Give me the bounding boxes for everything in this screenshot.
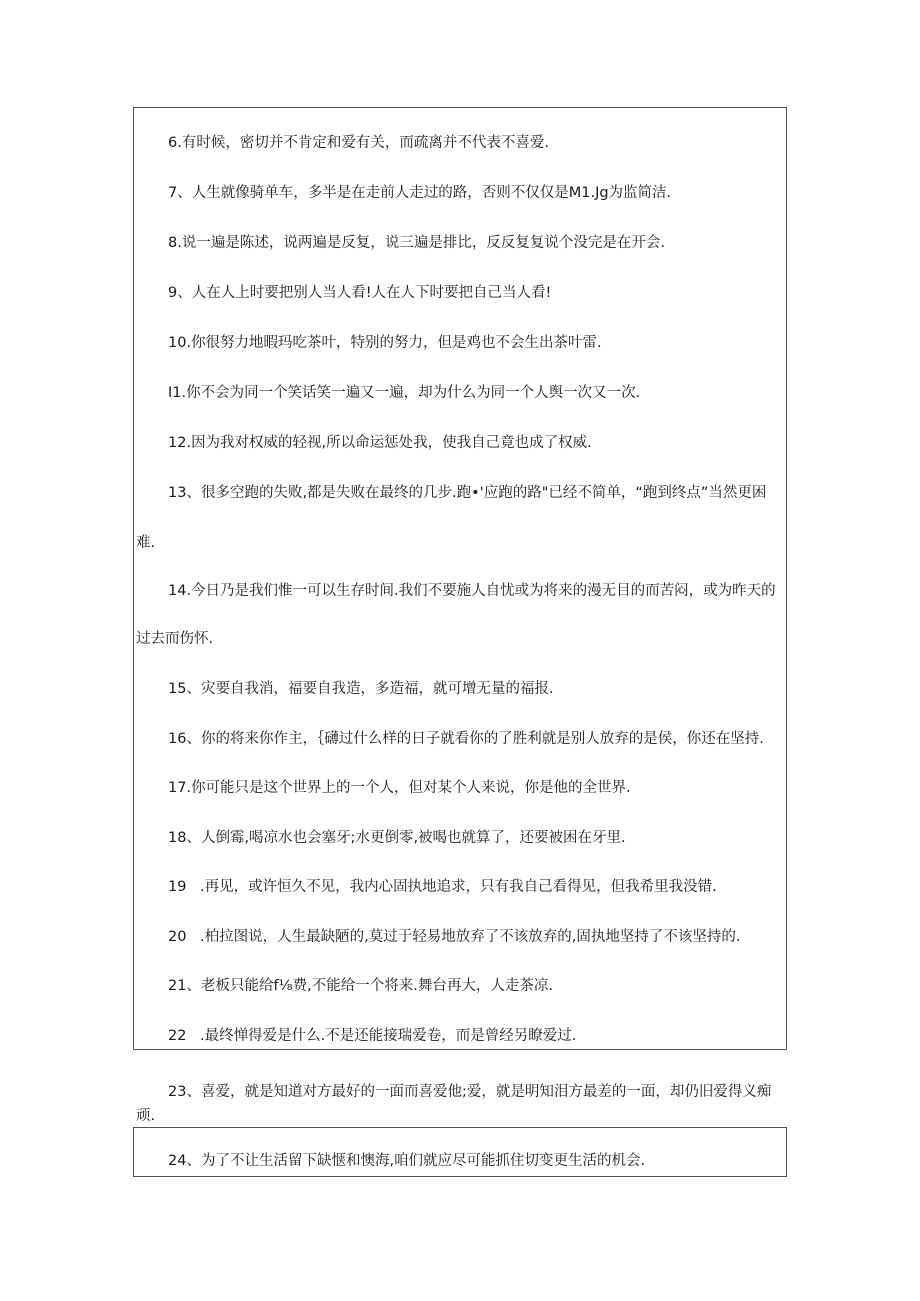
quote-line-23: [168, 1083, 771, 1101]
quote-text: 灾要自我消，福要自我造，多造福，就可增无量的福报.: [200, 681, 554, 697]
quote-number: 16、: [168, 731, 201, 747]
quote-line-11: [168, 384, 640, 402]
quote-number: 17.: [168, 780, 192, 796]
quote-text: 今日乃是我们惟一可以生存时间.我们不要施人自忧或为将来的漫无目的而苦闷，或为昨天的: [191, 583, 776, 599]
quote-text: 你可能只是这个世界上的一个人，但对某个人来说，你是他的全世界.: [191, 780, 631, 796]
quote-number: 6.: [168, 135, 182, 151]
quote-number: 23、: [168, 1084, 201, 1100]
quote-line-12: [168, 434, 592, 452]
quote-text: 说一遍是陈述，说两遍是反复，说三遍是排比，反反复复说个没完是在开会.: [181, 235, 665, 251]
quote-text: 为了不让生活留下缺惬和懊海,咱们就应尽可能抓住切变更生活的机会.: [200, 1153, 646, 1169]
quote-text: 人倒霉,喝凉水也会塞牙;水更倒零,被喝也就算了，还要被困在牙里.: [200, 830, 626, 846]
quote-text: 你不会为同一个笑话笑一遍又一遍，却为什么为同一个人舆一次又一次.: [186, 385, 641, 401]
quote-line-24: [168, 1152, 645, 1170]
quote-number: 14.: [168, 583, 192, 599]
quote-line-16: [168, 730, 764, 748]
quote-line-21: [168, 977, 553, 995]
quote-text: .最终惮得爱是什么.不是还能接瑞爱卷，而是曾经另瞭爱过.: [200, 1028, 577, 1044]
quote-line-18: [168, 829, 626, 847]
quote-number: 10.: [168, 335, 192, 351]
quote-line-13: [168, 484, 766, 502]
quote-text: 过去而伤怀.: [136, 631, 214, 647]
quote-text: 你很努力地暇玛吃茶叶，特别的努力，但是鸡也不会生出茶叶雷.: [191, 335, 602, 351]
quote-line-22: [168, 1027, 576, 1045]
quote-number: 8.: [168, 235, 182, 251]
quote-text: 喜爱，就是知道对方最好的一面而喜爱他;爱，就是明知泪方最差的一面，却仍旧爱得义痴: [200, 1084, 772, 1100]
quote-number: 19: [168, 879, 187, 895]
quote-number: 21、: [168, 978, 201, 994]
quote-text: 人生就像骑单车，多半是在走前人走过的路，否则不仅仅是M1.Jg为监简洁.: [191, 185, 672, 201]
quote-number: 12.: [168, 435, 192, 451]
quote-line-6: [168, 134, 549, 152]
quote-text: 很多空跑的失败,都是失败在最终的几步.跑•'应跑的路"已经不简单，“跑到终点”当然更困: [200, 485, 767, 501]
quote-line-19: [168, 878, 717, 896]
quote-number: 20: [168, 929, 187, 945]
quote-text: 顽.: [136, 1108, 156, 1124]
quote-number: 22: [168, 1028, 187, 1044]
quote-text: 有时候，密切并不肯定和爱有关，而疏离并不代表不喜爱.: [181, 135, 549, 151]
quote-text: 因为我对权威的轻视,所以命运惩处我，使我自己竟也成了权威.: [191, 435, 592, 451]
quote-text: 难.: [136, 535, 156, 551]
quote-text: 老板只能给f⅛费,不能给一个将来.舞台再大，人走茶凉.: [200, 978, 553, 994]
quote-text: .再见，或许恒久不见，我内心固执地追求，只有我自己看得见，但我希里我没错.: [200, 879, 717, 895]
quote-number: 9、: [168, 285, 192, 301]
quote-text: 人在人上时要把别人当人看!人在人下时要把自己当人看!: [191, 285, 552, 301]
quote-number: I1.: [168, 385, 187, 401]
quote-line-8: [168, 234, 665, 252]
quote-line-9: [168, 284, 551, 302]
quote-line-7: [168, 184, 671, 202]
quote-line-17: [168, 779, 631, 797]
quote-text: .柏拉图说，人生最缺陋的,莫过于轻易地放弃了不该放弃的,固执地坚持了不该坚持的.: [200, 929, 741, 945]
quote-number: 24、: [168, 1153, 201, 1169]
quote-line-15: [168, 680, 554, 698]
quote-line-23-continued: [136, 1107, 155, 1125]
quote-number: 18、: [168, 830, 201, 846]
quote-number: 13、: [168, 485, 201, 501]
quote-line-13-continued: [136, 534, 155, 552]
quote-line-14-continued: [136, 630, 213, 648]
quote-line-14: [168, 582, 776, 600]
quote-line-10: [168, 334, 602, 352]
quote-number: 7、: [168, 185, 192, 201]
quote-line-20: [168, 928, 740, 946]
quote-text: 你的将来你作主，｛礴过什么样的日子就看你的了胜利就是别人放弃的是侯，你还在坚持.: [200, 731, 764, 747]
quote-number: 15、: [168, 681, 201, 697]
